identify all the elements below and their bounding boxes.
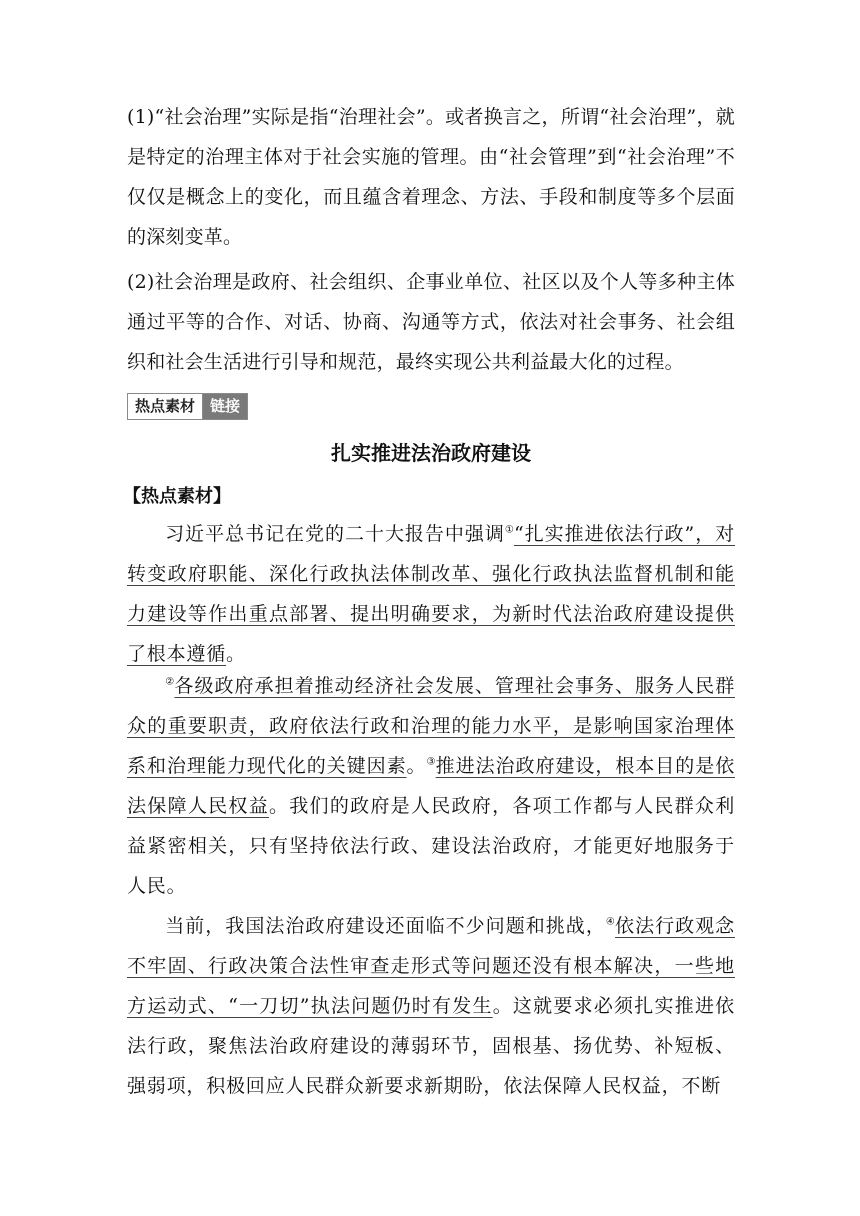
underlined-key-sentence: 依法行政观念不牢固、行政决策合法性审查走形式等问题还没有根本解决，一些地方运动式、“一刀切”执法问题仍时有发生: [127, 915, 735, 1017]
body-text-segment: 。我们的政府是人民政府，各项工作都与人民群众利益紧密相关，只有坚持依法行政、建设法治政府，才能更好地服务于人民。: [127, 795, 735, 897]
paragraph-definition-2: (2)社会治理是政府、社会组织、企事业单位、社区以及个人等多种主体通过平等的合作、对话、协商、沟通等方式，依法对社会事务、社会组织和社会生活进行引导和规范，最终实现公共利益最大化的过程。: [127, 271, 735, 373]
tag-label-link: 链接: [203, 394, 247, 419]
underlined-key-sentence: 各级政府承担着推动经济社会发展、管理社会事务、服务人民群众的重要职责，政府依法行政和治理的能力水平，是影响国家治理体系和治理能力现代化的关键因素: [127, 675, 735, 777]
footnote-marker-2: ②: [165, 676, 175, 688]
body-paragraph-2: [127, 666, 735, 906]
section-label: 【热点素材】: [123, 486, 231, 507]
footnote-marker-3: ③: [426, 756, 436, 768]
paragraph-definition-1: (1)“社会治理”实际是指“治理社会”。或者换言之，所谓“社会治理”，就是特定的治理主体对于社会实施的管理。由“社会管理”到“社会治理”不仅仅是概念上的变化，而且蕴含着理念、方法、手段和制度等多个层面的深刻变革。: [127, 106, 735, 248]
underlined-key-sentence: “扎实推进依法行政”，对转变政府职能、深化行政执法体制改革、强化行政执法监督机制和能力建设等作出重点部署、提出明确要求，为新时代法治政府建设提供了根本遵循: [127, 523, 736, 665]
body-paragraph-3: [127, 906, 735, 1106]
hot-material-link-tag: [127, 393, 248, 420]
body-text-segment: 。: [406, 755, 427, 777]
underlined-key-sentence: 推进法治政府建设，根本目的是依法保障人民权益: [127, 755, 735, 817]
body-text-segment: 当前，我国法治政府建设还面临不少问题和挑战，: [165, 915, 606, 937]
footnote-marker-4: ④: [605, 916, 616, 928]
body-text-segment: 。: [226, 643, 246, 665]
footnote-marker-1: ①: [504, 524, 514, 536]
body-text-segment: 习近平总书记在党的二十大报告中强调: [165, 523, 505, 545]
article-title: 扎实推进法治政府建设: [331, 441, 531, 465]
tag-label-hot-material: 热点素材: [128, 394, 203, 419]
body-paragraph-1: [127, 514, 735, 674]
body-text-segment: 。这就要求必须扎实推进依法行政，聚焦法治政府建设的薄弱环节，固根基、扬优势、补短板、强弱项，积极回应人民群众新要求新期盼，依法保障人民权益，不断: [127, 995, 735, 1097]
